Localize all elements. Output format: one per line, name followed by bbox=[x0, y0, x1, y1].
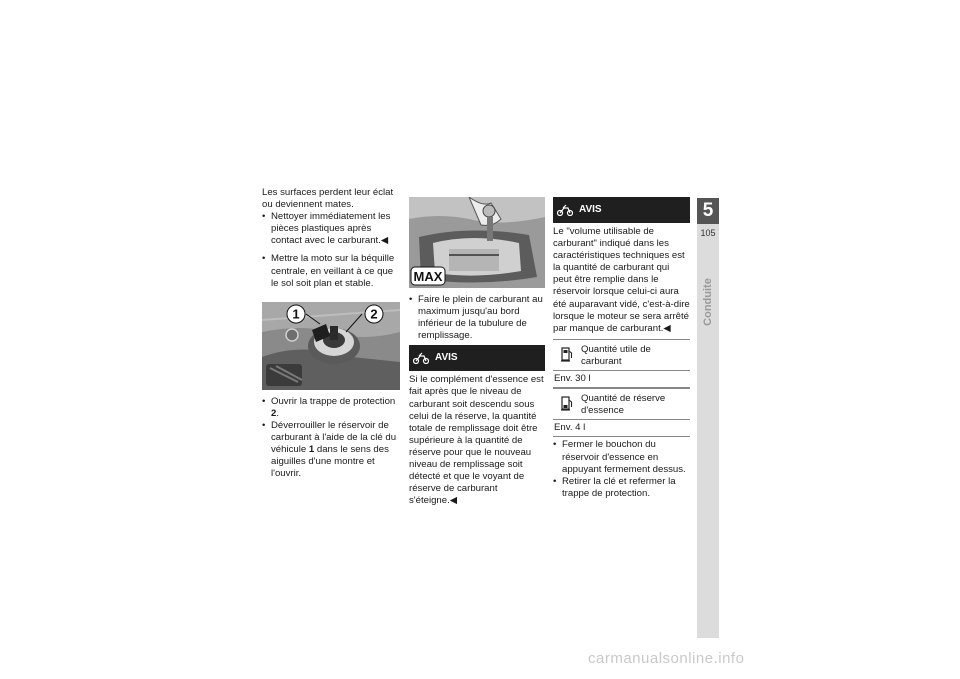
fuel-pump-icon bbox=[561, 346, 573, 362]
spec-block bbox=[553, 339, 690, 388]
list-item: • Fermer le bouchon du réservoir d'essence en appuyant fermement dessus. bbox=[553, 439, 686, 475]
fuel-filler-photo bbox=[409, 197, 545, 288]
spec-label: Quantité utile de carburant bbox=[581, 343, 651, 367]
intro-text: Les surfaces perdent leur éclat ou deviennent mates. bbox=[262, 187, 394, 211]
motorcycle-icon bbox=[413, 352, 429, 364]
chapter-tab bbox=[697, 198, 719, 638]
spec-label: Quantité de réserve d'essence bbox=[581, 393, 666, 417]
notice-label: AVIS bbox=[435, 352, 458, 364]
list-item: • Déverrouiller le réservoir de carburant à l'aide de la clé du véhicule 1 dans le sens des aiguilles d'une montre et l'ouvrir. bbox=[262, 419, 397, 480]
chapter-number: 5 bbox=[697, 198, 719, 224]
photo-label-2: 2 bbox=[370, 306, 378, 322]
notice-label: AVIS bbox=[579, 203, 602, 215]
column-2 bbox=[409, 187, 545, 507]
column-1 bbox=[262, 187, 400, 480]
section-title: Conduite bbox=[702, 278, 714, 326]
list-item: • Ouvrir la trappe de protection 2. bbox=[262, 395, 396, 419]
page-number: 105 bbox=[700, 228, 716, 238]
list-item: • Retirer la clé et refermer la trappe de protection. bbox=[553, 475, 676, 499]
end-mark-icon: ◀ bbox=[380, 235, 389, 247]
fuel-reserve-icon bbox=[561, 395, 573, 411]
spec-value: Env. 4 l bbox=[553, 419, 690, 436]
column-3 bbox=[553, 187, 690, 500]
spec-value: Env. 30 l bbox=[553, 370, 690, 387]
notice-text: Le "volume utilisable de carburant" indiqué dans les caractéristiques techniques est la quantité de carburant qui peut être remplie dans le réservoir lorsque celui-ci aura été auparavant vidé, c'est-à-dire lorsque le moteur se sera arrêté par manque de carburant. bbox=[553, 226, 690, 334]
watermark: carmanualsonline.info bbox=[588, 650, 745, 667]
photo-label-1: 1 bbox=[292, 306, 300, 322]
fuel-cap-photo bbox=[262, 302, 400, 390]
notice-header bbox=[553, 197, 690, 223]
notice-text: Si le complément d'essence est fait après que le niveau de carburant soit descendu sous celui de la réserve, la quantité totale de remplissage doit être supérieure à la quantité de réserve pour que le nouveau niveau de remplissage soit détecté et que le voyant de réserve de carburant s'éteigne. bbox=[409, 374, 544, 507]
end-mark-icon: ◀ bbox=[449, 495, 458, 507]
end-mark-icon: ◀ bbox=[663, 322, 671, 334]
max-label: MAX bbox=[413, 269, 443, 284]
list-item: • Nettoyer immédiatement les pièces plastiques après contact avec le carburant.◀ bbox=[262, 211, 391, 247]
list-item: • Faire le plein de carburant au maximum jusqu'au bord inférieur de la tubulure de remplissage. bbox=[409, 294, 543, 342]
spec-block bbox=[553, 388, 690, 437]
notice-header bbox=[409, 345, 545, 371]
motorcycle-icon bbox=[557, 204, 573, 216]
list-item: • Mettre la moto sur la béquille centrale, en veillant à ce que le sol soit plan et stable. bbox=[262, 253, 395, 289]
